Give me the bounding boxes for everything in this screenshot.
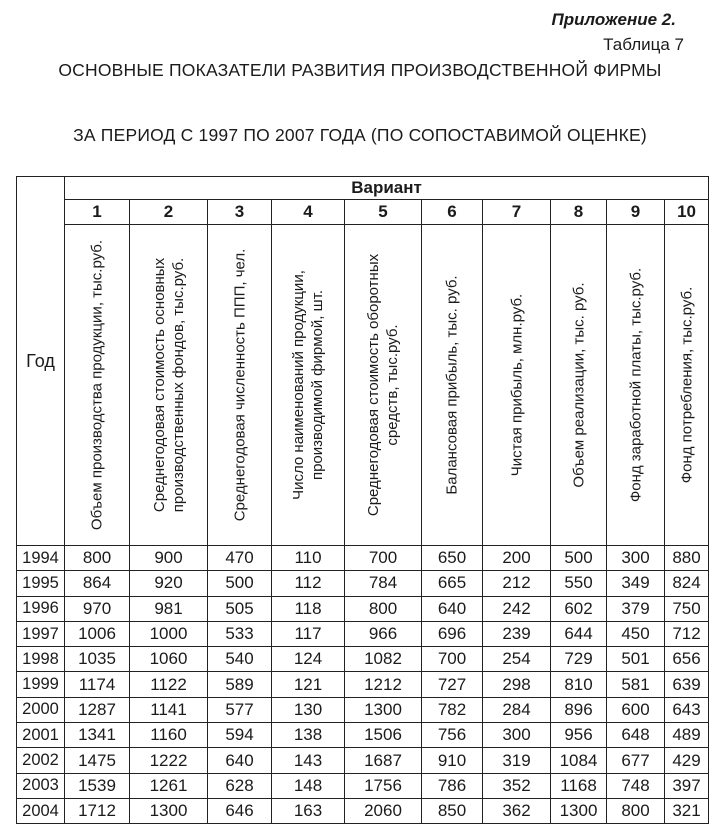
- value-cell: 1341: [65, 723, 130, 748]
- column-description-cell: [607, 225, 665, 546]
- document-subtitle: ЗА ПЕРИОД С 1997 ПО 2007 ГОДА (ПО СОПОСТАВИМОЙ ОЦЕНКЕ): [73, 125, 647, 145]
- column-number-2: 2: [130, 200, 208, 225]
- value-cell: 782: [422, 697, 483, 722]
- table-row: [17, 546, 709, 571]
- column-number-row: [17, 200, 709, 225]
- value-cell: 362: [483, 798, 551, 823]
- year-cell: 1997: [17, 621, 65, 646]
- value-cell: 143: [272, 748, 345, 773]
- value-cell: 880: [665, 546, 709, 571]
- value-cell: 470: [208, 546, 272, 571]
- value-cell: 646: [208, 798, 272, 823]
- column-description-cell: [65, 225, 130, 546]
- column-number-5: 5: [345, 200, 422, 225]
- column-description-cell: [345, 225, 422, 546]
- value-cell: 242: [483, 596, 551, 621]
- value-cell: 138: [272, 723, 345, 748]
- value-cell: 397: [665, 773, 709, 798]
- value-cell: 1082: [345, 647, 422, 672]
- value-cell: 1174: [65, 672, 130, 697]
- column-description-cell: [130, 225, 208, 546]
- value-cell: 1287: [65, 697, 130, 722]
- column-description-row: [17, 225, 709, 546]
- column-description-5: Среднегодовая стоимость оборотных средств, тыс.руб.: [365, 253, 401, 517]
- value-cell: 602: [551, 596, 607, 621]
- value-cell: 784: [345, 571, 422, 596]
- value-cell: 644: [551, 621, 607, 646]
- value-cell: 1222: [130, 748, 208, 773]
- table-row: [17, 773, 709, 798]
- value-cell: 1539: [65, 773, 130, 798]
- value-cell: 1261: [130, 773, 208, 798]
- value-cell: 850: [422, 798, 483, 823]
- column-description-10: Фонд потребления, тыс.руб.: [678, 286, 696, 484]
- value-cell: 1506: [345, 723, 422, 748]
- year-cell: 2002: [17, 748, 65, 773]
- value-cell: 956: [551, 723, 607, 748]
- value-cell: 501: [607, 647, 665, 672]
- value-cell: 298: [483, 672, 551, 697]
- column-description-cell: [208, 225, 272, 546]
- table-row: [17, 571, 709, 596]
- value-cell: 1160: [130, 723, 208, 748]
- column-number-9: 9: [607, 200, 665, 225]
- value-cell: 786: [422, 773, 483, 798]
- table-body: [17, 546, 709, 824]
- value-cell: 712: [665, 621, 709, 646]
- value-cell: 121: [272, 672, 345, 697]
- value-cell: 810: [551, 672, 607, 697]
- table-row: [17, 697, 709, 722]
- year-cell: 2004: [17, 798, 65, 823]
- value-cell: 594: [208, 723, 272, 748]
- value-cell: 800: [345, 596, 422, 621]
- value-cell: 966: [345, 621, 422, 646]
- value-cell: 163: [272, 798, 345, 823]
- variant-header: Вариант: [65, 177, 709, 200]
- value-cell: 1212: [345, 672, 422, 697]
- value-cell: 239: [483, 621, 551, 646]
- value-cell: 748: [607, 773, 665, 798]
- column-description-cell: [551, 225, 607, 546]
- value-cell: 1006: [65, 621, 130, 646]
- value-cell: 200: [483, 546, 551, 571]
- value-cell: 321: [665, 798, 709, 823]
- value-cell: 300: [607, 546, 665, 571]
- column-number-1: 1: [65, 200, 130, 225]
- value-cell: 750: [665, 596, 709, 621]
- value-cell: 550: [551, 571, 607, 596]
- value-cell: 650: [422, 546, 483, 571]
- value-cell: 700: [345, 546, 422, 571]
- value-cell: 1756: [345, 773, 422, 798]
- year-cell: 1998: [17, 647, 65, 672]
- column-description-cell: [483, 225, 551, 546]
- column-number-7: 7: [483, 200, 551, 225]
- column-number-6: 6: [422, 200, 483, 225]
- value-cell: 1300: [551, 798, 607, 823]
- value-cell: 727: [422, 672, 483, 697]
- value-cell: 665: [422, 571, 483, 596]
- value-cell: 2060: [345, 798, 422, 823]
- column-description-7: Чистая прибыль, млн.руб.: [508, 293, 525, 477]
- value-cell: 1122: [130, 672, 208, 697]
- table-row: [17, 647, 709, 672]
- value-cell: 920: [130, 571, 208, 596]
- year-cell: 2001: [17, 723, 65, 748]
- year-cell: 2003: [17, 773, 65, 798]
- value-cell: 500: [208, 571, 272, 596]
- value-cell: 1712: [65, 798, 130, 823]
- column-number-10: 10: [665, 200, 709, 225]
- column-description-8: Объем реализации, тыс. руб.: [570, 282, 587, 488]
- value-cell: 600: [607, 697, 665, 722]
- value-cell: 540: [208, 647, 272, 672]
- value-cell: 1300: [130, 798, 208, 823]
- column-description-cell: [665, 225, 709, 546]
- column-description-4: Число наименований продукции, производимой фирмой, шт.: [290, 270, 326, 500]
- indicators-table: [16, 176, 709, 824]
- value-cell: 118: [272, 596, 345, 621]
- value-cell: 212: [483, 571, 551, 596]
- year-cell: 1995: [17, 571, 65, 596]
- value-cell: 1300: [345, 697, 422, 722]
- value-cell: 284: [483, 697, 551, 722]
- table-row: [17, 723, 709, 748]
- table-row: [17, 672, 709, 697]
- value-cell: 981: [130, 596, 208, 621]
- table-number: Таблица 7: [603, 35, 684, 54]
- value-cell: 910: [422, 748, 483, 773]
- value-cell: 1687: [345, 748, 422, 773]
- value-cell: 824: [665, 571, 709, 596]
- value-cell: 352: [483, 773, 551, 798]
- value-cell: 970: [65, 596, 130, 621]
- column-description-1: Объем производства продукции, тыс.руб.: [88, 239, 106, 531]
- value-cell: 505: [208, 596, 272, 621]
- year-cell: 1996: [17, 596, 65, 621]
- table-row: [17, 748, 709, 773]
- table-row: [17, 621, 709, 646]
- column-number-8: 8: [551, 200, 607, 225]
- value-cell: 628: [208, 773, 272, 798]
- value-cell: 800: [607, 798, 665, 823]
- year-cell: 1999: [17, 672, 65, 697]
- value-cell: 581: [607, 672, 665, 697]
- value-cell: 677: [607, 748, 665, 773]
- value-cell: 1084: [551, 748, 607, 773]
- value-cell: 800: [65, 546, 130, 571]
- value-cell: 640: [422, 596, 483, 621]
- value-cell: 648: [607, 723, 665, 748]
- value-cell: 1141: [130, 697, 208, 722]
- year-cell: 1994: [17, 546, 65, 571]
- value-cell: 900: [130, 546, 208, 571]
- column-description-9: Фонд заработной платы, тыс.руб.: [627, 267, 644, 503]
- value-cell: 130: [272, 697, 345, 722]
- value-cell: 148: [272, 773, 345, 798]
- value-cell: 896: [551, 697, 607, 722]
- value-cell: 729: [551, 647, 607, 672]
- value-cell: 379: [607, 596, 665, 621]
- column-number-4: 4: [272, 200, 345, 225]
- appendix-label: Приложение 2.: [551, 10, 676, 29]
- column-description-3: Среднегодовая численность ППП, чел.: [231, 248, 248, 522]
- value-cell: 700: [422, 647, 483, 672]
- value-cell: 300: [483, 723, 551, 748]
- value-cell: 117: [272, 621, 345, 646]
- value-cell: 1475: [65, 748, 130, 773]
- value-cell: 656: [665, 647, 709, 672]
- value-cell: 1060: [130, 647, 208, 672]
- value-cell: 696: [422, 621, 483, 646]
- value-cell: 254: [483, 647, 551, 672]
- value-cell: 1000: [130, 621, 208, 646]
- value-cell: 429: [665, 748, 709, 773]
- value-cell: 349: [607, 571, 665, 596]
- column-number-3: 3: [208, 200, 272, 225]
- value-cell: 643: [665, 697, 709, 722]
- value-cell: 319: [483, 748, 551, 773]
- value-cell: 500: [551, 546, 607, 571]
- value-cell: 577: [208, 697, 272, 722]
- value-cell: 864: [65, 571, 130, 596]
- value-cell: 756: [422, 723, 483, 748]
- value-cell: 640: [208, 748, 272, 773]
- table-row: [17, 798, 709, 823]
- value-cell: 1035: [65, 647, 130, 672]
- value-cell: 112: [272, 571, 345, 596]
- value-cell: 489: [665, 723, 709, 748]
- column-description-2: Среднегодовая стоимость основных производственных фондов, тыс.руб.: [150, 257, 187, 513]
- value-cell: 533: [208, 621, 272, 646]
- value-cell: 589: [208, 672, 272, 697]
- year-cell: 2000: [17, 697, 65, 722]
- column-description-6: Балансовая прибыль, тыс. руб.: [443, 275, 461, 495]
- column-description-cell: [422, 225, 483, 546]
- year-header: Год: [17, 177, 65, 546]
- value-cell: 639: [665, 672, 709, 697]
- column-description-cell: [272, 225, 345, 546]
- value-cell: 1168: [551, 773, 607, 798]
- table-row: [17, 596, 709, 621]
- value-cell: 450: [607, 621, 665, 646]
- document-title: ОСНОВНЫЕ ПОКАЗАТЕЛИ РАЗВИТИЯ ПРОИЗВОДСТВЕННОЙ ФИРМЫ: [58, 60, 662, 80]
- value-cell: 110: [272, 546, 345, 571]
- value-cell: 124: [272, 647, 345, 672]
